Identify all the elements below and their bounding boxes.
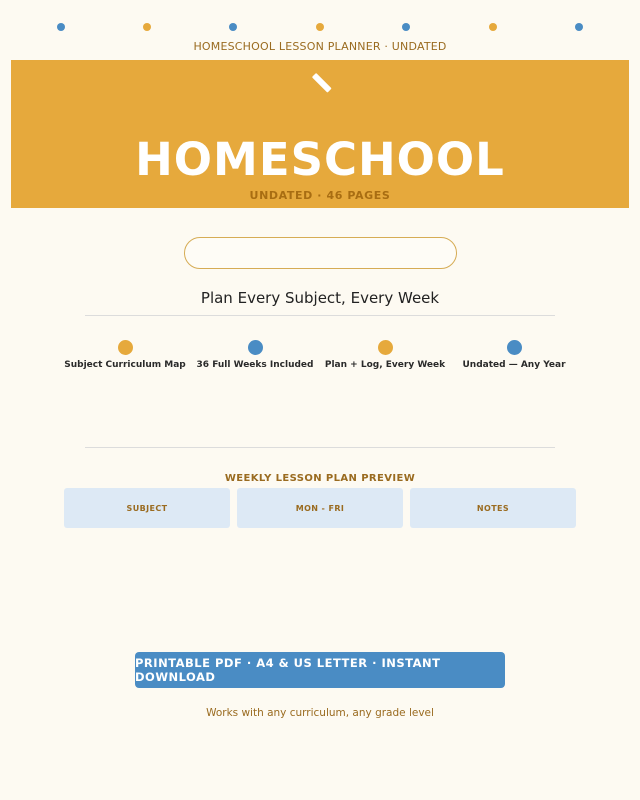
planner-subtitle-top: HOMESCHOOL LESSON PLANNER · UNDATED xyxy=(193,40,447,53)
bullet-dot-icon xyxy=(248,340,263,355)
preview-column-notes: NOTES xyxy=(410,488,576,528)
dot-icon xyxy=(489,23,497,31)
dot-icon xyxy=(229,23,237,31)
bullet-dot-icon xyxy=(378,340,393,355)
feature-label: Plan + Log, Every Week xyxy=(324,360,446,370)
bullet-dot-icon xyxy=(507,340,522,355)
decorative-dot-row xyxy=(0,23,640,33)
dot-icon xyxy=(143,23,151,31)
preview-title: WEEKLY LESSON PLAN PREVIEW xyxy=(224,473,416,484)
dot-icon xyxy=(575,23,583,31)
dot-icon xyxy=(402,23,410,31)
feature-label: Subject Curriculum Map xyxy=(64,360,186,370)
footer-note: Works with any curriculum, any grade level xyxy=(206,707,434,719)
download-button[interactable]: PRINTABLE PDF · A4 & US LETTER · INSTANT DOWNLOAD xyxy=(135,652,505,688)
tagline: Plan Every Subject, Every Week xyxy=(200,289,440,307)
divider xyxy=(85,315,555,316)
hero-subtitle: UNDATED · 46 PAGES xyxy=(249,189,391,202)
hero-title: HOMESCHOOL xyxy=(135,133,505,186)
feature-label: 36 Full Weeks Included xyxy=(196,360,314,370)
dot-icon xyxy=(316,23,324,31)
bullet-dot-icon xyxy=(118,340,133,355)
preview-column-days: MON - FRI xyxy=(237,488,403,528)
feature-item xyxy=(434,340,594,370)
dot-icon xyxy=(57,23,65,31)
feature-label: Undated — Any Year xyxy=(462,360,566,370)
preview-column-subject: SUBJECT xyxy=(64,488,230,528)
search-pill-input[interactable] xyxy=(184,237,457,269)
divider xyxy=(85,447,555,448)
